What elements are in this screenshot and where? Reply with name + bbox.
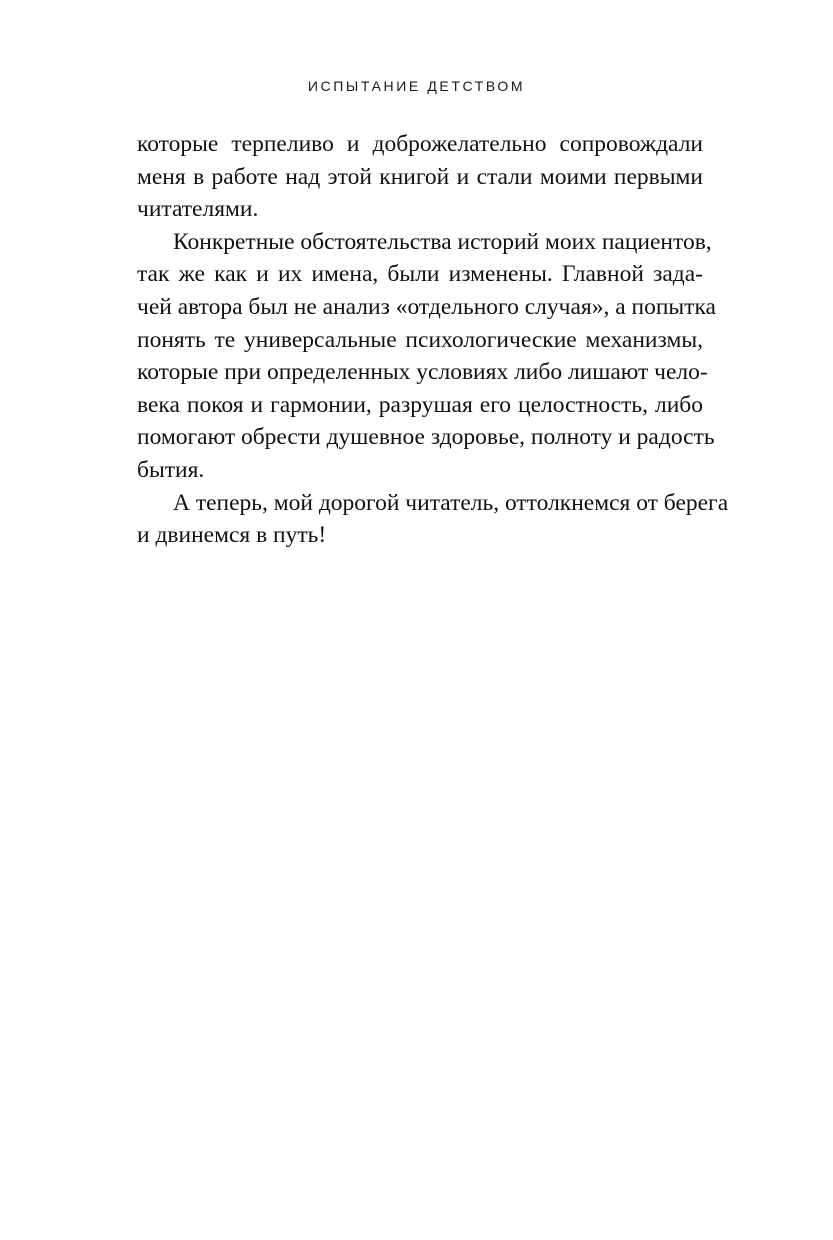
text-line: помогают обрести душевное здоровье, полноту и радость xyxy=(137,424,715,451)
text-line: понять те универсальные психологические механизмы, xyxy=(137,326,703,353)
paragraph-2 xyxy=(137,226,716,487)
text-line: А теперь, мой дорогой читатель, оттолкнемся от берега xyxy=(173,489,729,516)
text-line: которые терпеливо и доброжелательно сопровождали xyxy=(137,131,703,157)
paragraph-1 xyxy=(137,128,703,226)
text-line: и двинемся в путь! xyxy=(137,522,327,549)
text-line: читателями. xyxy=(137,196,259,223)
body-text xyxy=(137,128,729,552)
text-line: века покоя и гармонии, разрушая его целостность, либо xyxy=(137,391,703,418)
paragraph-3 xyxy=(137,487,729,552)
text-line: Конкретные обстоятельства историй моих пациентов, xyxy=(173,228,712,255)
text-line: чей автора был не анализ «отдельного случая», а попытка xyxy=(137,293,716,320)
running-head: ИСПЫТАНИЕ ДЕТСТВОМ xyxy=(307,78,526,94)
text-line: меня в работе над этой книгой и стали моими первыми xyxy=(137,163,703,190)
text-line: бытия. xyxy=(137,456,205,483)
text-line: так же как и их имена, были изменены. Главной зада- xyxy=(137,261,703,288)
text-line: которые при определенных условиях либо лишают чело- xyxy=(137,359,708,386)
